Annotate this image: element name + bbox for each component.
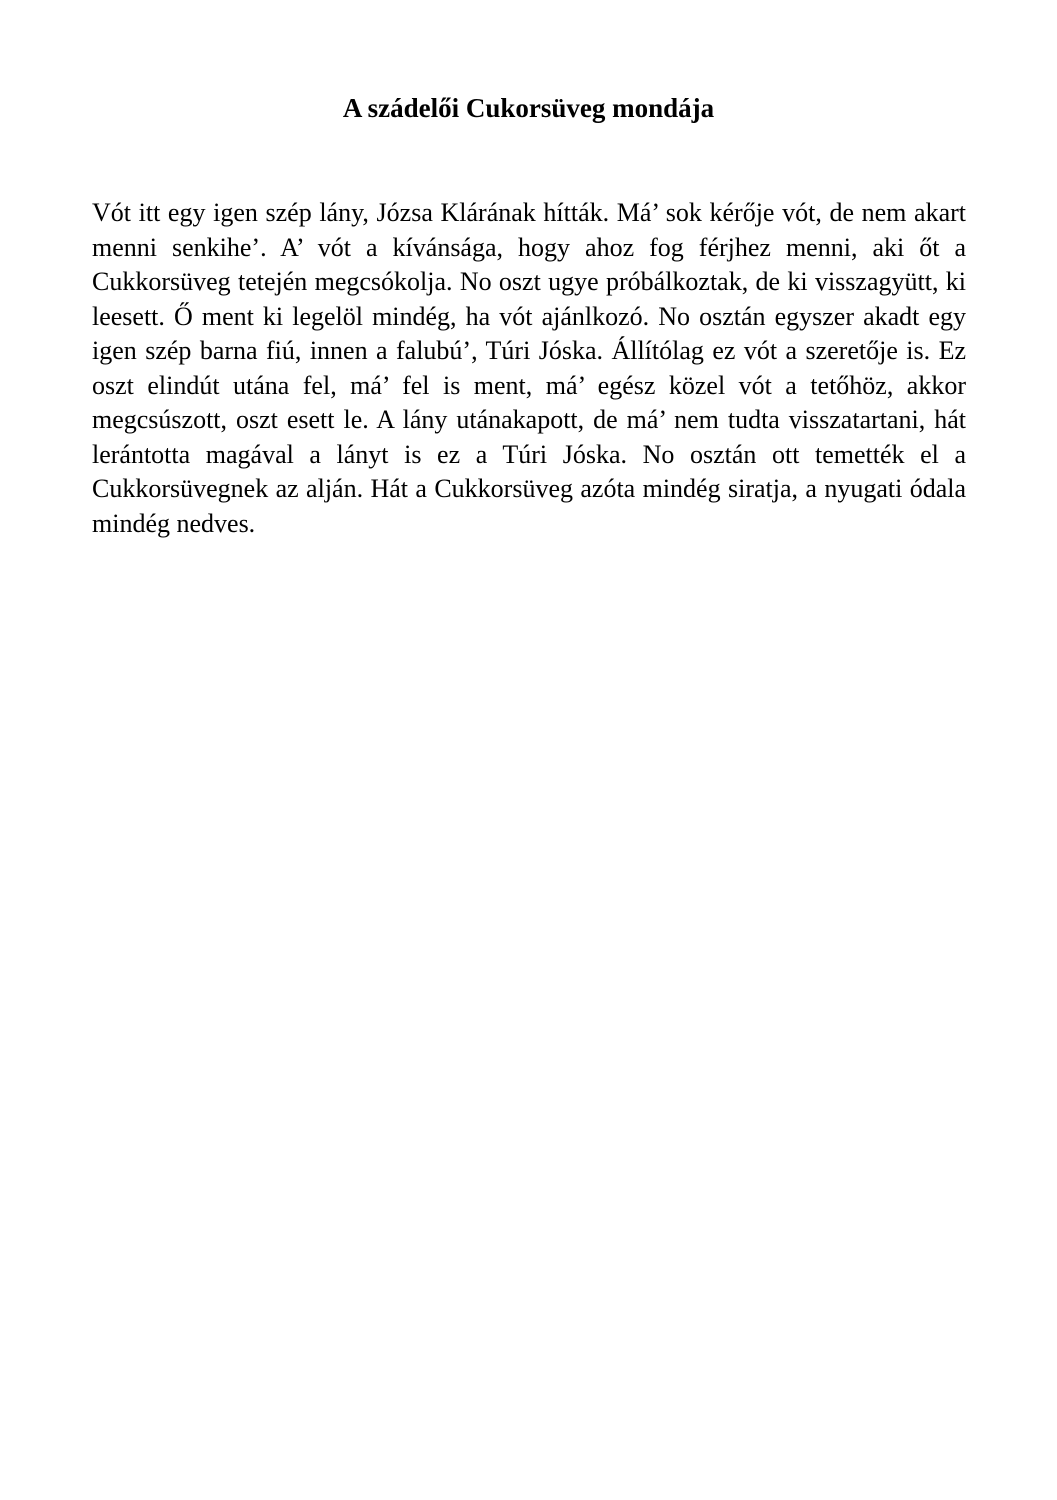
page-title: A szádelői Cukorsüveg mondája (342, 93, 715, 123)
body-paragraph: Vót itt egy igen szép lány, Józsa Klárának hítták. Má’ sok kérője vót, de nem akart menni senkihe’. A’ vót a kívánsága, hogy ahoz fog férjhez menni, aki őt a Cukkorsüveg tetején megcsókolja. No oszt ugye próbálkoztak, de ki visszagyütt, ki leesett. Ő ment ki legelöl mindég, ha vót ajánlkozó. No osztán egyszer akadt egy igen szép barna fiú, innen a falubú’, Túri Jóska. Állítólag ez vót a szeretője is. Ez oszt elindút utána fel, má’ fel is ment, má’ egész közel vót a tetőhöz, akkor megcsúszott, oszt esett le. A lány utánakapott, de má’ nem tudta visszatartani, hát lerántotta magával a lányt is ez a Túri Jóska. No osztán ott temették el a Cukkorsüvegnek az alján. Hát a Cukkorsüveg azóta mindég siratja, a nyugati ódala mindég nedves. (92, 198, 966, 538)
